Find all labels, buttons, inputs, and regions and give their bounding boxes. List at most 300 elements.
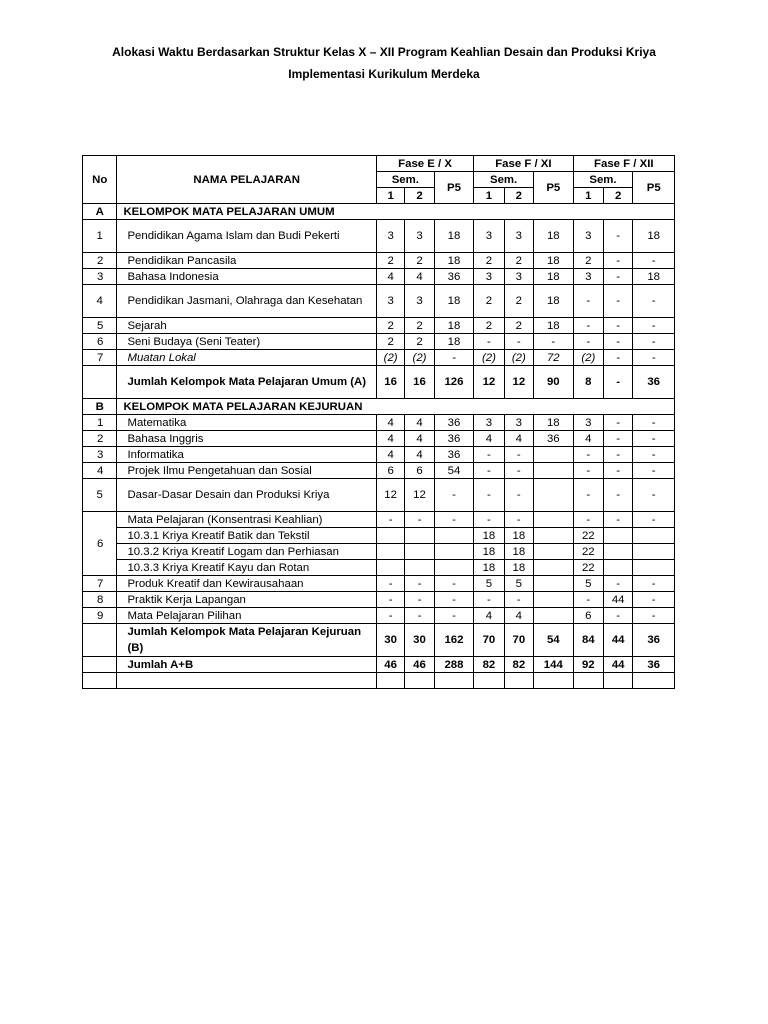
- subject-name: Muatan Lokal: [117, 350, 376, 366]
- value-cell: 18: [434, 318, 474, 334]
- value-cell: -: [573, 512, 603, 528]
- header-sem-2: 2: [504, 188, 533, 204]
- value-cell: 18: [474, 560, 504, 576]
- row-number: 2: [83, 253, 117, 269]
- section-row: [83, 204, 675, 220]
- value-cell: -: [434, 576, 474, 592]
- row-number: 9: [83, 608, 117, 624]
- value-cell: 12: [376, 479, 404, 512]
- header-sem: Sem.: [474, 172, 534, 188]
- value-cell: 18: [534, 253, 574, 269]
- row-number: 6: [83, 512, 117, 576]
- value-cell: -: [405, 576, 434, 592]
- value-cell: 36: [534, 431, 574, 447]
- value-cell: 30: [405, 624, 434, 657]
- value-cell: [534, 528, 574, 544]
- value-cell: [633, 544, 675, 560]
- subject-name: Informatika: [117, 447, 376, 463]
- value-cell: [603, 528, 632, 544]
- subject-row: [83, 479, 675, 512]
- value-cell: 84: [573, 624, 603, 657]
- subject-name: 10.3.3 Kriya Kreatif Kayu dan Rotan: [117, 560, 376, 576]
- value-cell: -: [633, 592, 675, 608]
- value-cell: -: [474, 463, 504, 479]
- value-cell: 72: [534, 350, 574, 366]
- value-cell: 18: [504, 528, 533, 544]
- empty-cell: [504, 673, 533, 689]
- subject-row: [83, 334, 675, 350]
- empty-cell: [83, 673, 117, 689]
- value-cell: -: [573, 334, 603, 350]
- value-cell: -: [633, 253, 675, 269]
- value-cell: 70: [504, 624, 533, 657]
- value-cell: 82: [474, 657, 504, 673]
- value-cell: -: [603, 350, 632, 366]
- subject-name: Matematika: [117, 415, 376, 431]
- value-cell: 2: [474, 318, 504, 334]
- value-cell: [534, 512, 574, 528]
- subject-row: [83, 285, 675, 318]
- value-cell: (2): [474, 350, 504, 366]
- value-cell: 2: [405, 334, 434, 350]
- subject-name: Projek Ilmu Pengetahuan dan Sosial: [117, 463, 376, 479]
- value-cell: -: [376, 576, 404, 592]
- value-cell: 2: [504, 285, 533, 318]
- value-cell: -: [603, 253, 632, 269]
- value-cell: [534, 608, 574, 624]
- value-cell: 46: [405, 657, 434, 673]
- value-cell: 18: [434, 285, 474, 318]
- row-number: 1: [83, 220, 117, 253]
- value-cell: 36: [633, 624, 675, 657]
- value-cell: 16: [376, 366, 404, 399]
- row-number: 3: [83, 269, 117, 285]
- row-number: [83, 366, 117, 399]
- value-cell: -: [603, 512, 632, 528]
- value-cell: 22: [573, 528, 603, 544]
- value-cell: 5: [474, 576, 504, 592]
- empty-cell: [117, 673, 376, 689]
- value-cell: [405, 528, 434, 544]
- value-cell: -: [573, 285, 603, 318]
- value-cell: [534, 544, 574, 560]
- value-cell: -: [434, 592, 474, 608]
- value-cell: -: [603, 479, 632, 512]
- value-cell: -: [504, 463, 533, 479]
- header-p5: P5: [633, 172, 675, 204]
- value-cell: -: [633, 608, 675, 624]
- value-cell: 18: [633, 220, 675, 253]
- row-number: 6: [83, 334, 117, 350]
- value-cell: (2): [376, 350, 404, 366]
- subject-name: Praktik Kerja Lapangan: [117, 592, 376, 608]
- value-cell: 4: [376, 447, 404, 463]
- value-cell: -: [633, 447, 675, 463]
- value-cell: 18: [474, 528, 504, 544]
- value-cell: -: [504, 334, 533, 350]
- value-cell: 44: [603, 657, 632, 673]
- value-cell: -: [633, 512, 675, 528]
- value-cell: -: [376, 512, 404, 528]
- value-cell: 18: [434, 253, 474, 269]
- subject-row: [83, 560, 675, 576]
- title-line-2: Implementasi Kurikulum Merdeka: [288, 67, 480, 81]
- row-number: 5: [83, 318, 117, 334]
- subject-row: [83, 592, 675, 608]
- row-number: [83, 657, 117, 673]
- value-cell: -: [603, 431, 632, 447]
- value-cell: -: [405, 512, 434, 528]
- value-cell: [434, 528, 474, 544]
- value-cell: 3: [474, 220, 504, 253]
- value-cell: [534, 447, 574, 463]
- value-cell: 18: [434, 220, 474, 253]
- value-cell: [434, 544, 474, 560]
- value-cell: [376, 560, 404, 576]
- value-cell: 8: [573, 366, 603, 399]
- value-cell: [534, 592, 574, 608]
- value-cell: 288: [434, 657, 474, 673]
- value-cell: 18: [534, 285, 574, 318]
- value-cell: (2): [405, 350, 434, 366]
- value-cell: 36: [434, 415, 474, 431]
- subject-row: [83, 463, 675, 479]
- value-cell: [633, 560, 675, 576]
- value-cell: [534, 576, 574, 592]
- row-number: [83, 624, 117, 657]
- value-cell: 54: [434, 463, 474, 479]
- title-line-1: Alokasi Waktu Berdasarkan Struktur Kelas X – XII Program Keahlian Desain dan Produksi Kriya: [112, 45, 656, 59]
- row-number: 8: [83, 592, 117, 608]
- subject-name: Sejarah: [117, 318, 376, 334]
- subject-name: Mata Pelajaran (Konsentrasi Keahlian): [117, 512, 376, 528]
- value-cell: 18: [504, 544, 533, 560]
- value-cell: -: [434, 608, 474, 624]
- value-cell: -: [474, 447, 504, 463]
- value-cell: -: [633, 318, 675, 334]
- value-cell: -: [434, 479, 474, 512]
- value-cell: 5: [504, 576, 533, 592]
- value-cell: -: [633, 576, 675, 592]
- value-cell: 4: [573, 431, 603, 447]
- value-cell: 6: [405, 463, 434, 479]
- row-number: 5: [83, 479, 117, 512]
- value-cell: 162: [434, 624, 474, 657]
- value-cell: [534, 463, 574, 479]
- value-cell: 4: [405, 447, 434, 463]
- value-cell: 18: [534, 318, 574, 334]
- value-cell: 3: [504, 415, 533, 431]
- row-number: 4: [83, 463, 117, 479]
- value-cell: -: [504, 512, 533, 528]
- value-cell: 3: [474, 269, 504, 285]
- value-cell: -: [603, 220, 632, 253]
- header-p5: P5: [534, 172, 574, 204]
- value-cell: -: [434, 350, 474, 366]
- header-sem-1: 1: [376, 188, 404, 204]
- subject-row: [83, 318, 675, 334]
- header-fase-f-xi: Fase F / XI: [474, 156, 573, 172]
- header-sem: Sem.: [376, 172, 434, 188]
- value-cell: 22: [573, 560, 603, 576]
- value-cell: 4: [474, 608, 504, 624]
- value-cell: -: [376, 592, 404, 608]
- value-cell: -: [573, 592, 603, 608]
- value-cell: 82: [504, 657, 533, 673]
- value-cell: (2): [573, 350, 603, 366]
- total-label: Jumlah Kelompok Mata Pelajaran Umum (A): [117, 366, 376, 399]
- value-cell: -: [603, 447, 632, 463]
- value-cell: 3: [376, 220, 404, 253]
- value-cell: [405, 560, 434, 576]
- value-cell: -: [603, 334, 632, 350]
- header-sem-1: 1: [573, 188, 603, 204]
- empty-row: [83, 673, 675, 689]
- value-cell: 22: [573, 544, 603, 560]
- value-cell: -: [474, 592, 504, 608]
- value-cell: -: [603, 366, 632, 399]
- empty-cell: [603, 673, 632, 689]
- empty-cell: [434, 673, 474, 689]
- subject-row: [83, 608, 675, 624]
- subject-name: Bahasa Inggris: [117, 431, 376, 447]
- value-cell: -: [633, 334, 675, 350]
- value-cell: -: [534, 334, 574, 350]
- value-cell: -: [633, 431, 675, 447]
- value-cell: 126: [434, 366, 474, 399]
- value-cell: 92: [573, 657, 603, 673]
- value-cell: -: [603, 608, 632, 624]
- value-cell: 2: [474, 285, 504, 318]
- empty-cell: [474, 673, 504, 689]
- value-cell: 2: [504, 318, 533, 334]
- subject-row: [83, 220, 675, 253]
- subject-row: [83, 253, 675, 269]
- value-cell: [603, 560, 632, 576]
- value-cell: 4: [474, 431, 504, 447]
- empty-cell: [405, 673, 434, 689]
- value-cell: 90: [534, 366, 574, 399]
- header-sem-1: 1: [474, 188, 504, 204]
- value-cell: 18: [534, 220, 574, 253]
- subject-row: [83, 447, 675, 463]
- value-cell: 36: [633, 366, 675, 399]
- subject-name: Dasar-Dasar Desain dan Produksi Kriya: [117, 479, 376, 512]
- value-cell: [405, 544, 434, 560]
- subject-name: Pendidikan Agama Islam dan Budi Pekerti: [117, 220, 376, 253]
- subject-row: [83, 350, 675, 366]
- value-cell: 2: [376, 318, 404, 334]
- value-cell: 18: [534, 269, 574, 285]
- value-cell: -: [603, 576, 632, 592]
- grand-total-row: [83, 657, 675, 673]
- value-cell: 2: [405, 253, 434, 269]
- value-cell: -: [603, 285, 632, 318]
- row-number: 2: [83, 431, 117, 447]
- subject-name: Pendidikan Jasmani, Olahraga dan Kesehatan: [117, 285, 376, 318]
- value-cell: 4: [504, 608, 533, 624]
- value-cell: 30: [376, 624, 404, 657]
- value-cell: [603, 544, 632, 560]
- value-cell: -: [405, 592, 434, 608]
- section-code: B: [83, 399, 117, 415]
- value-cell: 18: [633, 269, 675, 285]
- value-cell: 18: [534, 415, 574, 431]
- value-cell: [534, 479, 574, 512]
- row-number: 7: [83, 576, 117, 592]
- subject-row: [83, 576, 675, 592]
- value-cell: 2: [376, 334, 404, 350]
- empty-cell: [534, 673, 574, 689]
- value-cell: 3: [376, 285, 404, 318]
- subject-name: Mata Pelajaran Pilihan: [117, 608, 376, 624]
- value-cell: 70: [474, 624, 504, 657]
- value-cell: -: [633, 479, 675, 512]
- value-cell: 6: [573, 608, 603, 624]
- total-row: [83, 366, 675, 399]
- value-cell: -: [504, 447, 533, 463]
- value-cell: 4: [405, 269, 434, 285]
- value-cell: 2: [405, 318, 434, 334]
- value-cell: -: [474, 512, 504, 528]
- value-cell: 3: [405, 285, 434, 318]
- subject-name: Bahasa Indonesia: [117, 269, 376, 285]
- header-fase-e: Fase E / X: [376, 156, 473, 172]
- value-cell: [434, 560, 474, 576]
- value-cell: -: [573, 479, 603, 512]
- value-cell: 44: [603, 592, 632, 608]
- value-cell: -: [603, 318, 632, 334]
- value-cell: 16: [405, 366, 434, 399]
- value-cell: -: [603, 269, 632, 285]
- value-cell: 36: [434, 431, 474, 447]
- total-label: Jumlah Kelompok Mata Pelajaran Kejuruan (B): [117, 624, 376, 657]
- value-cell: -: [603, 463, 632, 479]
- value-cell: 12: [474, 366, 504, 399]
- empty-cell: [573, 673, 603, 689]
- value-cell: -: [405, 608, 434, 624]
- value-cell: 36: [633, 657, 675, 673]
- empty-cell: [633, 673, 675, 689]
- value-cell: 3: [573, 415, 603, 431]
- subject-name: 10.3.2 Kriya Kreatif Logam dan Perhiasan: [117, 544, 376, 560]
- subject-name: Seni Budaya (Seni Teater): [117, 334, 376, 350]
- value-cell: -: [504, 592, 533, 608]
- value-cell: 144: [534, 657, 574, 673]
- value-cell: (2): [504, 350, 533, 366]
- header-sem-2: 2: [603, 188, 632, 204]
- value-cell: -: [573, 318, 603, 334]
- value-cell: 46: [376, 657, 404, 673]
- value-cell: -: [376, 608, 404, 624]
- value-cell: 4: [376, 269, 404, 285]
- value-cell: [534, 560, 574, 576]
- value-cell: 2: [573, 253, 603, 269]
- value-cell: 3: [573, 269, 603, 285]
- value-cell: 4: [376, 415, 404, 431]
- value-cell: 2: [376, 253, 404, 269]
- value-cell: 6: [376, 463, 404, 479]
- value-cell: 3: [504, 220, 533, 253]
- value-cell: -: [633, 350, 675, 366]
- value-cell: 36: [434, 447, 474, 463]
- value-cell: 3: [405, 220, 434, 253]
- value-cell: -: [573, 463, 603, 479]
- header-fase-f-xii: Fase F / XII: [573, 156, 674, 172]
- value-cell: 2: [474, 253, 504, 269]
- empty-cell: [376, 673, 404, 689]
- section-code: A: [83, 204, 117, 220]
- subject-row: [83, 269, 675, 285]
- header-p5: P5: [434, 172, 474, 204]
- row-number: 3: [83, 447, 117, 463]
- total-label: Jumlah A+B: [117, 657, 376, 673]
- value-cell: 3: [504, 269, 533, 285]
- value-cell: -: [474, 479, 504, 512]
- subject-row: [83, 431, 675, 447]
- value-cell: [376, 528, 404, 544]
- value-cell: -: [573, 447, 603, 463]
- value-cell: 18: [504, 560, 533, 576]
- section-label: KELOMPOK MATA PELAJARAN KEJURUAN: [117, 399, 675, 415]
- value-cell: 36: [434, 269, 474, 285]
- subject-name: 10.3.1 Kriya Kreatif Batik dan Tekstil: [117, 528, 376, 544]
- row-number: 4: [83, 285, 117, 318]
- value-cell: 4: [405, 431, 434, 447]
- header-row-1: [83, 156, 675, 172]
- value-cell: 4: [376, 431, 404, 447]
- value-cell: -: [603, 415, 632, 431]
- value-cell: 12: [504, 366, 533, 399]
- value-cell: -: [434, 512, 474, 528]
- subject-name: Pendidikan Pancasila: [117, 253, 376, 269]
- row-number: 7: [83, 350, 117, 366]
- allocation-table: [82, 155, 675, 689]
- value-cell: -: [633, 285, 675, 318]
- document-title: [0, 41, 768, 85]
- value-cell: -: [504, 479, 533, 512]
- value-cell: 54: [534, 624, 574, 657]
- value-cell: -: [633, 463, 675, 479]
- section-label: KELOMPOK MATA PELAJARAN UMUM: [117, 204, 675, 220]
- value-cell: 2: [504, 253, 533, 269]
- value-cell: 5: [573, 576, 603, 592]
- value-cell: 18: [474, 544, 504, 560]
- value-cell: [376, 544, 404, 560]
- subject-row: [83, 528, 675, 544]
- header-sem-2: 2: [405, 188, 434, 204]
- subject-name: Produk Kreatif dan Kewirausahaan: [117, 576, 376, 592]
- header-no: No: [83, 156, 117, 204]
- header-nama: NAMA PELAJARAN: [117, 156, 376, 204]
- value-cell: -: [474, 334, 504, 350]
- value-cell: 3: [573, 220, 603, 253]
- header-sem: Sem.: [573, 172, 633, 188]
- value-cell: 4: [405, 415, 434, 431]
- value-cell: 4: [504, 431, 533, 447]
- value-cell: -: [633, 415, 675, 431]
- value-cell: 12: [405, 479, 434, 512]
- value-cell: 3: [474, 415, 504, 431]
- value-cell: [633, 528, 675, 544]
- value-cell: 44: [603, 624, 632, 657]
- row-number: 1: [83, 415, 117, 431]
- subject-row: [83, 415, 675, 431]
- subject-row: [83, 544, 675, 560]
- section-row: [83, 399, 675, 415]
- subject-row: [83, 512, 675, 528]
- value-cell: 18: [434, 334, 474, 350]
